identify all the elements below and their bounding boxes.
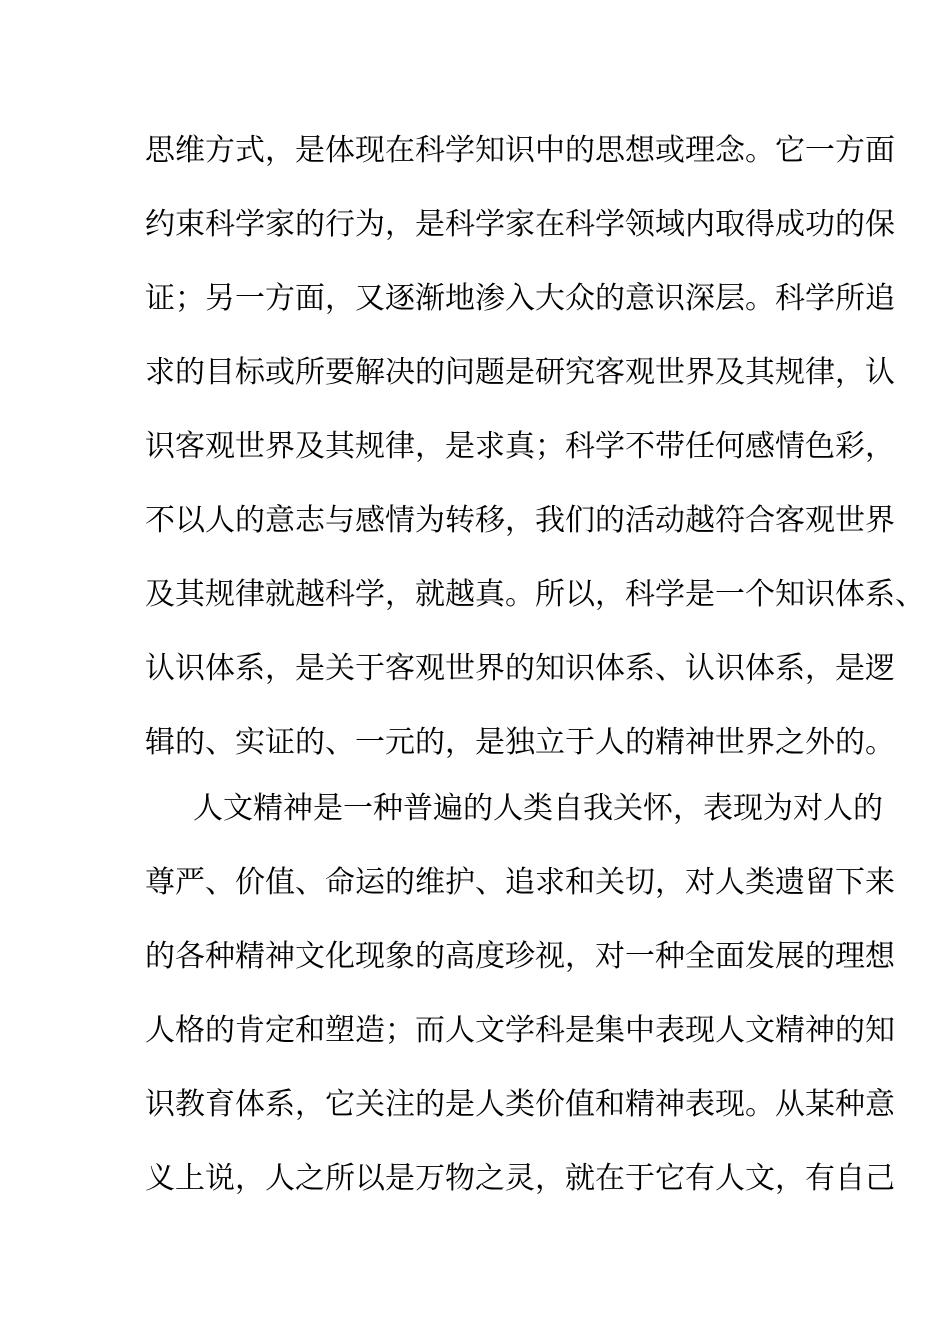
text-line: 识教育体系，它关注的是人类价值和精神表现。从某种意: [145, 1087, 895, 1122]
text-line: 及其规律就越科学，就越真。所以，科学是一个知识体系、: [145, 577, 925, 612]
text-line: 证；另一方面，又逐渐地渗入大众的意识深层。科学所追: [145, 281, 895, 316]
paragraph-first-line: 人文精神是一种普遍的人类自我关怀，表现为对人的: [193, 791, 883, 826]
text-line: 约束科学家的行为，是科学家在科学领域内取得成功的保: [145, 207, 895, 242]
text-line: 不以人的意志与感情为转移，我们的活动越符合客观世界: [145, 503, 895, 538]
text-line: 义上说，人之所以是万物之灵，就在于它有人文，有自己: [145, 1161, 895, 1196]
text-line: 识客观世界及其规律，是求真；科学不带任何感情色彩，: [145, 429, 895, 464]
text-line: 求的目标或所要解决的问题是研究客观世界及其规律，认: [145, 355, 895, 390]
text-line: 人格的肯定和塑造；而人文学科是集中表现人文精神的知: [145, 1013, 895, 1048]
text-line: 尊严、价值、命运的维护、追求和关切，对人类遗留下来: [145, 865, 895, 900]
text-line: 认识体系，是关于客观世界的知识体系、认识体系，是逻: [145, 651, 895, 686]
text-line: 的各种精神文化现象的高度珍视，对一种全面发展的理想: [145, 939, 895, 974]
text-line: 思维方式，是体现在科学知识中的思想或理念。它一方面: [145, 133, 895, 168]
text-line: 辑的、实证的、一元的，是独立于人的精神世界之外的。: [145, 725, 895, 760]
